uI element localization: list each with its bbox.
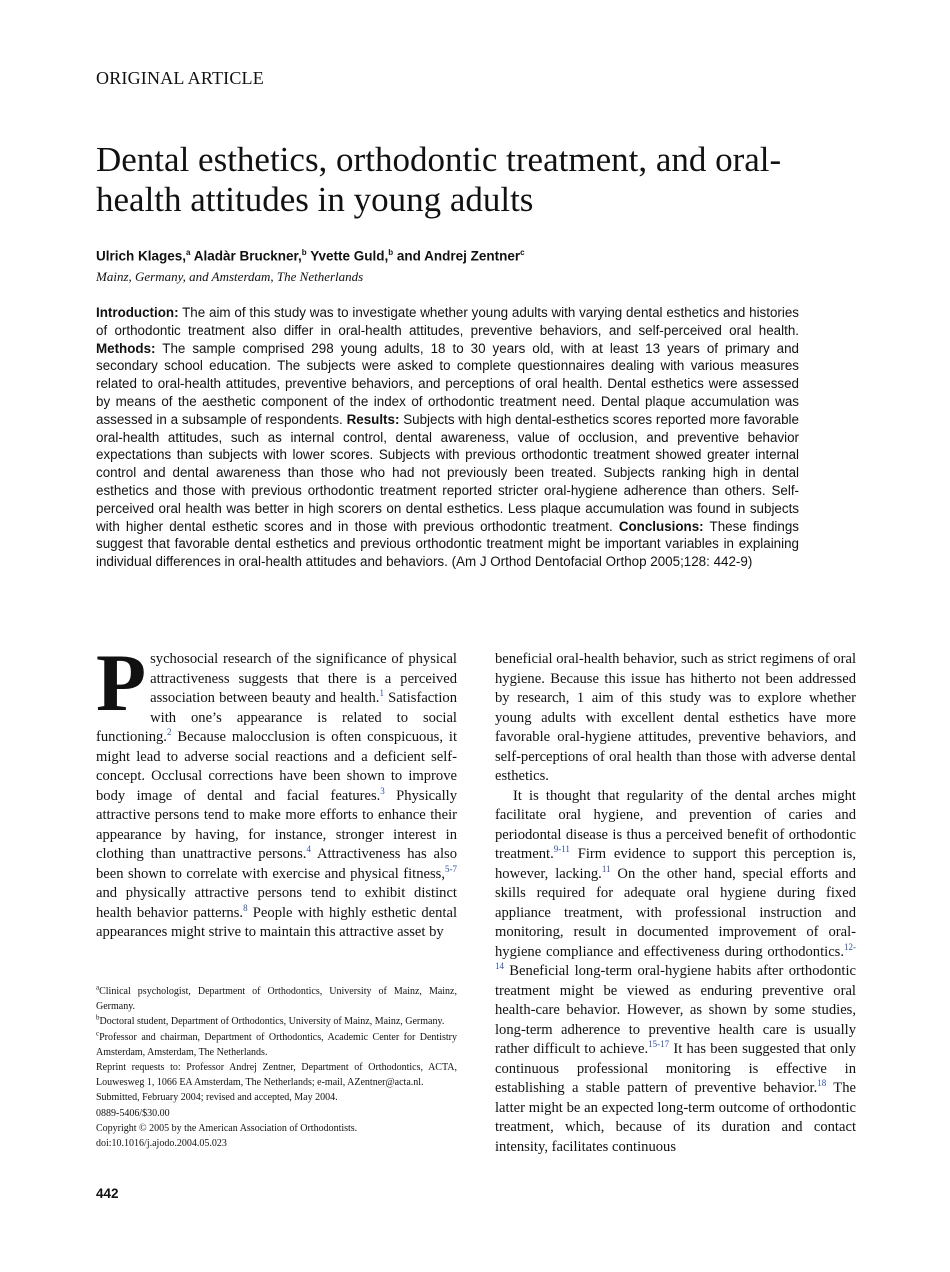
- article-title: Dental esthetics, orthodontic treatment, and oral-health attitudes in young adults: [96, 140, 782, 219]
- footnote-text: 0889-5406/$30.00: [96, 1107, 170, 1119]
- abstract-results: Subjects with high dental-esthetics scores reported more favorable oral-health attitudes, such as internal control, dental awareness, value of occlusion, and preventive behavior expectations than subjects with lower scores. Subjects with previous orthodontic treatment showed greater internal control and dental awareness than those who had not previously been treated. Subjects ranking high in dental esthetics and those with previous orthodontic treatment reported stricter oral-hygiene adherence than others. Self-perceived oral health was better in high scorers on dental esthetics. Less plaque accumulation was found in subjects with higher dental esthetic scores and in those with previous orthodontic treatment.: [96, 411, 799, 534]
- author-affiliation-location: Mainz, Germany, and Amsterdam, The Netherlands: [96, 269, 364, 284]
- footnote-mark: a: [96, 983, 100, 992]
- citation-ref[interactable]: 2: [166, 727, 172, 738]
- abstract-methods-label: Methods:: [96, 340, 156, 356]
- citation-ref[interactable]: 4: [306, 844, 311, 855]
- body-text: It is thought that regularity of the dental arches might facilitate oral hygiene, and prevention of caries and periodontal disease is thus a perceived benefit of orthodontic treatment.: [495, 787, 856, 862]
- author-name: Aladàr Bruckner,: [193, 248, 302, 264]
- author-list: [96, 248, 525, 264]
- abstract-methods: The sample comprised 298 young adults, 18 to 30 years old, with at least 13 years of primary and secondary school education. The subjects were asked to complete questionnaires dealing with various measures related to oral-health attitudes, preventive behaviors, and perceptions of oral health. Dental esthetics were assessed by means of the aesthetic component of the index of orthodontic treatment need. Dental plaque accumulation was assessed in a subsample of respondents.: [96, 340, 799, 427]
- body-text: Attractiveness has also been shown to correlate with exercise and physical fitness,: [96, 846, 457, 882]
- citation-ref[interactable]: 8: [243, 902, 248, 913]
- body-text: People with highly esthetic dental appearances might strive to maintain this attractive asset by: [96, 904, 457, 940]
- author-affiliation-mark: b: [301, 248, 307, 257]
- citation-ref[interactable]: 15-17: [648, 1039, 670, 1050]
- footnote-text: Reprint requests to: Professor Andrej Zentner, Department of Orthodontics, ACTA, Louwesweg 1, 1066 EA Amsterdam, The Netherlands; e-mail, AZentner@acta.nl.: [96, 1062, 457, 1089]
- drop-cap: P: [96, 637, 147, 728]
- body-column-left: [96, 637, 457, 943]
- author-name: Yvette Guld,: [310, 248, 389, 264]
- author-name: Ulrich Klages,: [96, 248, 187, 264]
- submission-dates: [96, 1090, 457, 1105]
- issn-price: [96, 1106, 457, 1121]
- abstract: [96, 304, 799, 571]
- page-number: 442: [96, 1186, 119, 1201]
- author-affiliation-mark: a: [186, 248, 191, 257]
- footnote-mark: c: [96, 1029, 100, 1038]
- intro-paragraph: [96, 637, 457, 943]
- footnote-text: Submitted, February 2004; revised and accepted, May 2004.: [96, 1092, 338, 1104]
- footnote: [96, 1014, 457, 1029]
- abstract-conclusions-label: Conclusions:: [618, 518, 704, 534]
- footnote-text: Doctoral student, Department of Orthodontics, University of Mainz, Mainz, Germany.: [99, 1016, 445, 1028]
- body-text: sychosocial research of the significance of physical attractiveness suggests that there is a perceived association between beauty and health.: [150, 651, 457, 706]
- citation-ref[interactable]: 9-11: [553, 844, 570, 855]
- citation-ref[interactable]: 5-7: [445, 863, 457, 874]
- author-name: and Andrej Zentner: [396, 248, 521, 264]
- body-column-right: [495, 650, 856, 1157]
- body-text: Because malocclusion is often conspicuous, it might lead to adverse social reactions and a deficient self-concept. Occlusal corrections have been shown to improve body image of dental and facial features.: [96, 729, 457, 804]
- citation-ref[interactable]: 12-14: [495, 941, 856, 972]
- abstract-introduction-label: Introduction:: [96, 305, 179, 320]
- body-text: On the other hand, special efforts and skills required for adequate oral hygiene during fixed appliance treatment, with professional instruction and monitoring, result in documented improvement of oral-hygiene compliance and effectiveness during orthodontics.: [495, 865, 856, 960]
- body-text: Satisfaction with one’s appearance is related to social functioning.: [96, 690, 457, 745]
- footnote-text: Copyright © 2005 by the American Association of Orthodontists.: [96, 1122, 358, 1134]
- footnotes: [96, 984, 457, 1151]
- abstract-conclusions: These findings suggest that favorable dental esthetics and previous orthodontic treatment might be important variables in explaining individual differences in oral-health attitudes and behaviors. (Am J Orthod Dentofacial Orthop 2005;128: 442-9): [96, 518, 799, 570]
- copyright: [96, 1121, 457, 1136]
- author-affiliation-mark: b: [388, 248, 394, 257]
- body-text: Beneficial long-term oral-hygiene habits after orthodontic treatment might be viewed as enduring preventive oral health-care behavior. However, as shown by some studies, long-term adherence to preventive health care is usually rather difficult to achieve.: [495, 963, 856, 1057]
- body-text: Physically attractive persons tend to make more efforts to enhance their appearance by having, for instance, stronger interest in clothing than unattractive persons.: [96, 787, 457, 862]
- body-paragraph: beneficial oral-health behavior, such as strict regimens of oral hygiene. Because this issue has hitherto not been addressed by research, 1 aim of this study was to explore whether young adults with excellent dental esthetics have more favorable oral-hygiene attitudes, preventive behaviors, and self-perceptions of oral health than those with adverse dental esthetics.: [495, 651, 856, 784]
- author-affiliation-mark: c: [520, 248, 525, 257]
- body-text: and physically attractive persons tend to exhibit distinct health behavior patterns.: [96, 885, 457, 921]
- doi[interactable]: [96, 1136, 457, 1151]
- citation-ref[interactable]: 3: [380, 785, 385, 796]
- body-text: The latter might be an expected long-term outcome of orthodontic treatment, which, because of its duration and contact intensity, facilitates continuous: [495, 1080, 856, 1155]
- abstract-results-label: Results:: [346, 411, 400, 427]
- footnote-text: Clinical psychologist, Department of Orthodontics, University of Mainz, Mainz, Germany.: [96, 986, 457, 1013]
- section-label: ORIGINAL ARTICLE: [96, 68, 264, 88]
- abstract-introduction: The aim of this study was to investigate whether young adults with varying dental esthetics and histories of orthodontic treatment also differ in oral-health attitudes, preventive behaviors, and self-perceived oral health.: [96, 305, 799, 338]
- body-text: Firm evidence to support this perception is, however, lacking.: [495, 846, 856, 882]
- footnote: [96, 984, 457, 1014]
- reprint-requests: [96, 1060, 457, 1090]
- citation-ref[interactable]: 1: [379, 688, 384, 699]
- footnote-mark: b: [96, 1014, 100, 1023]
- footnote-text: Professor and chairman, Department of Orthodontics, Academic Center for Dentistry Amsterdam, Amsterdam, The Netherlands.: [96, 1031, 457, 1058]
- citation-ref[interactable]: 18: [817, 1078, 827, 1089]
- citation-ref[interactable]: 11: [601, 863, 611, 874]
- body-text: It has been suggested that only continuous professional monitoring is effective in establishing a stable pattern of preventive behavior.: [495, 1041, 856, 1096]
- footnote-text: doi:10.1016/j.ajodo.2004.05.023: [96, 1138, 227, 1150]
- footnote: [96, 1030, 457, 1060]
- body-paragraph: [495, 787, 856, 1158]
